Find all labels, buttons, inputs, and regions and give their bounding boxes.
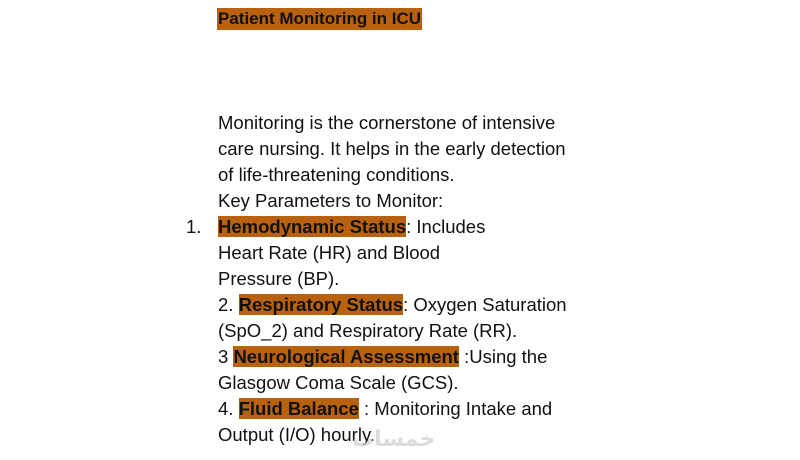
intro-line: of life-threatening conditions. xyxy=(218,164,455,185)
watermark: خمسات xyxy=(352,427,436,452)
list-item-text: : Oxygen Saturation xyxy=(403,294,567,315)
intro-line: care nursing. It helps in the early detection xyxy=(218,138,566,159)
list-item-label: Fluid Balance xyxy=(238,398,359,419)
list-item-label: Respiratory Status xyxy=(238,294,404,315)
list-item-text: Heart Rate (HR) and Blood xyxy=(218,242,441,263)
list-item-number: 4. xyxy=(218,398,234,419)
intro-line: Monitoring is the cornerstone of intensive xyxy=(218,112,556,133)
key-parameters-heading: Key Parameters to Monitor: xyxy=(218,190,444,211)
list-item-text: : Includes xyxy=(406,216,486,237)
list-item-text: Pressure (BP). xyxy=(218,268,340,289)
page-title: Patient Monitoring in ICU xyxy=(218,9,422,28)
list-item-number: 2. xyxy=(218,294,234,315)
list-item-text: Glasgow Coma Scale (GCS). xyxy=(218,372,459,393)
list-item-text: :Using the xyxy=(458,346,548,367)
list-item xyxy=(186,214,618,292)
list-item-label: Neurological Assessment xyxy=(233,346,459,367)
list-item xyxy=(218,292,618,344)
list-item-text: Output (I/O) hourly. xyxy=(218,424,375,445)
list-item-number: 3 xyxy=(218,346,229,367)
list-item-text: : Monitoring Intake and xyxy=(358,398,553,419)
document-body xyxy=(186,110,618,448)
list-item-number: 1. xyxy=(186,216,202,237)
list-item-label: Hemodynamic Status xyxy=(218,216,407,237)
list-item-text: (SpO_2) and Respiratory Rate (RR). xyxy=(218,320,518,341)
list-item xyxy=(218,344,618,396)
